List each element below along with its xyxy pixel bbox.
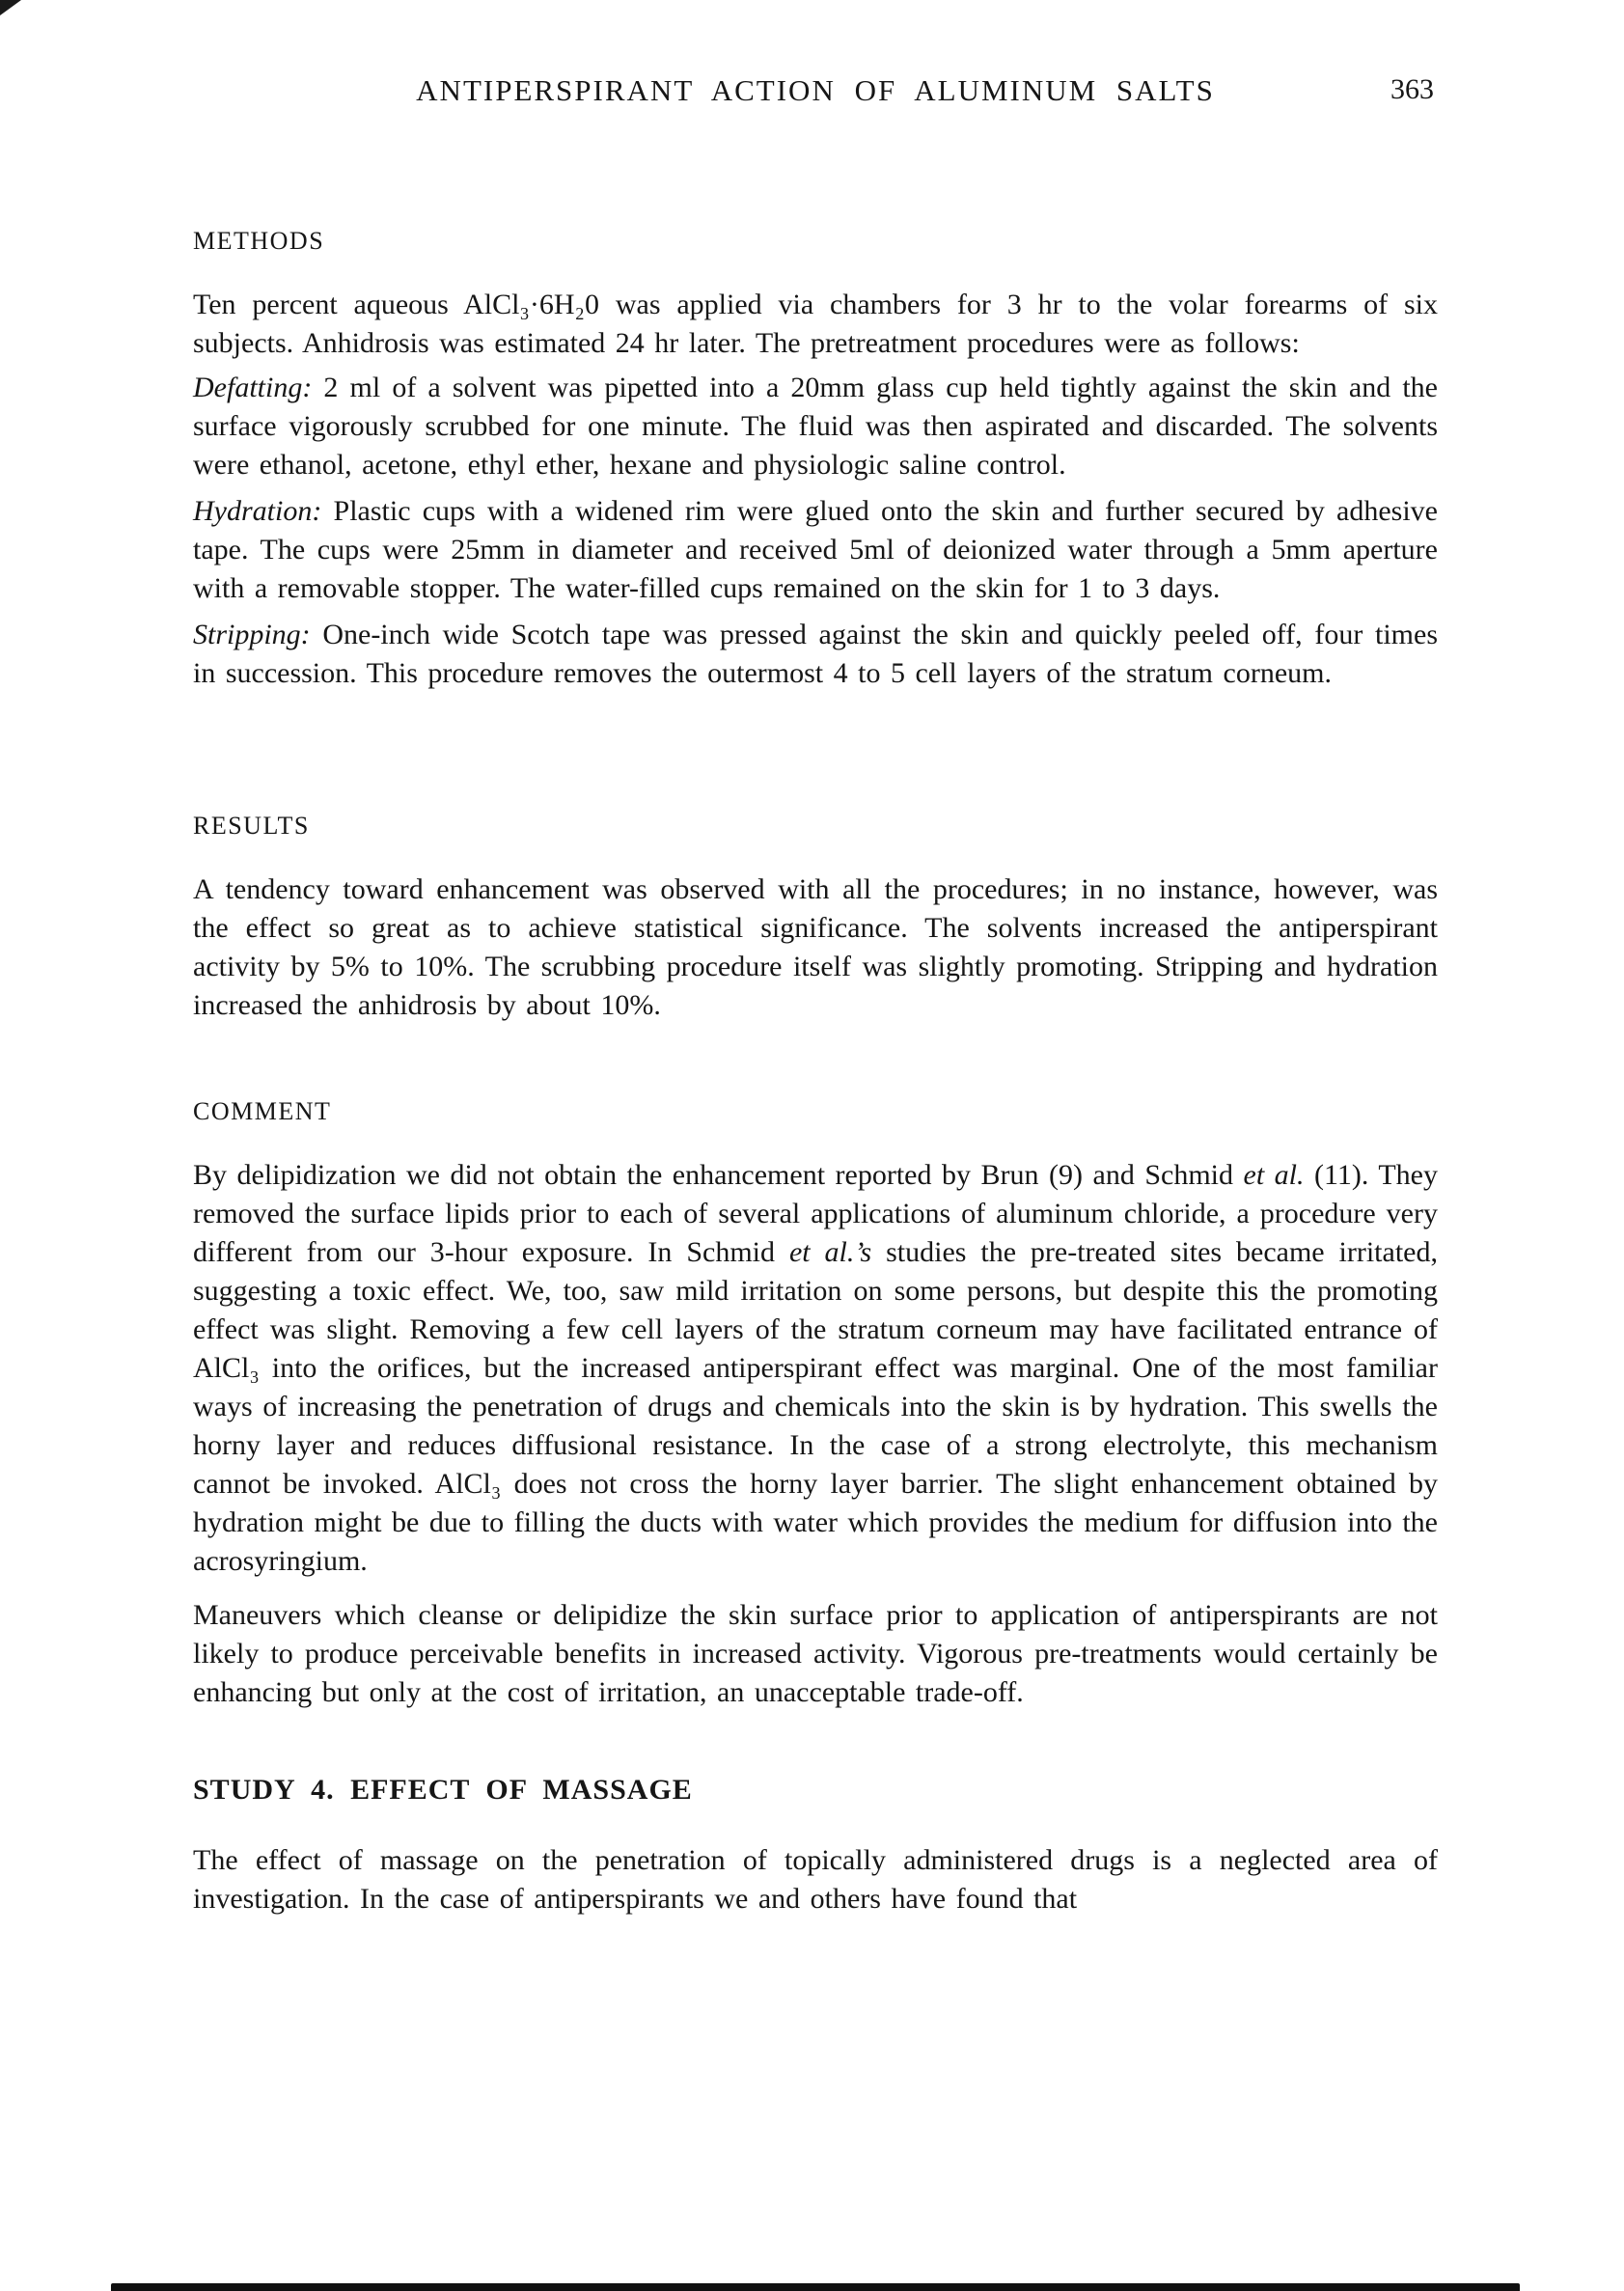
comment-text-4: Maneuvers which cleanse or delipidize the skin surface prior to application of antiperspirants are not likely to produce perceivable benefits in increased activity. Vigorous pre-treatments would certainly be enhancing but only at the cost of irritation, an unacceptable trade-off. bbox=[193, 1599, 1438, 1708]
study4-heading: STUDY 4. EFFECT OF MASSAGE bbox=[193, 1774, 693, 1806]
et-al-italic-1: et al. bbox=[1243, 1159, 1305, 1191]
running-title: ANTIPERSPIRANT ACTION OF ALUMINUM SALTS bbox=[416, 73, 1215, 107]
comment-text-1: By delipidization we did not obtain the enhancement reported by Brun (9) and Schmid bbox=[193, 1159, 1244, 1191]
methods-intro-paragraph bbox=[193, 286, 1438, 363]
hydration-text: Plastic cups with a widened rim were glued onto the skin and further secured by adhesive tape. The cups were 25mm in diameter and received 5ml of deionized water through a 5mm aperture with a removable stopper. The water-filled cups remained on the skin for 1 to 3 days. bbox=[193, 495, 1438, 604]
page-header bbox=[193, 73, 1438, 114]
defatting-paragraph bbox=[193, 369, 1438, 484]
results-heading: RESULTS bbox=[193, 812, 310, 840]
study4-paragraph bbox=[193, 1841, 1438, 1918]
section-study4 bbox=[193, 1768, 1438, 1918]
comment-text-2: (11). They removed the surface lipids prior to each of several applications of aluminum chloride, a procedure very different from our 3-hour exposure. In Schmid bbox=[193, 1159, 1438, 1268]
defatting-text: 2 ml of a solvent was pipetted into a 20mm glass cup held tightly against the skin and the surface vigorously scrubbed for one minute. The fluid was then aspirated and discarded. The solvents were ethanol, acetone, ethyl ether, hexane and physiologic saline control. bbox=[193, 372, 1438, 481]
stripping-paragraph bbox=[193, 616, 1438, 693]
methods-heading: METHODS bbox=[193, 227, 325, 255]
scan-artifact-bar bbox=[111, 2283, 1520, 2291]
page-number: 363 bbox=[1390, 73, 1434, 105]
et-al-italic-2: et al.’s bbox=[788, 1236, 872, 1268]
section-methods bbox=[193, 222, 1438, 693]
scan-artifact-corner bbox=[0, 0, 21, 15]
stripping-text: One-inch wide Scotch tape was pressed against the skin and quickly peeled off, four times in succession. This procedure removes the outermost 4 to 5 cell layers of the stratum corneum. bbox=[193, 619, 1438, 689]
comment-text-3: studies the pre-treated sites became irritated, suggesting a toxic effect. We, too, saw mild irritation on some persons, but despite this the promoting effect was slight. Removing a few cell layers of the stratum corneum may have facilitated entrance of AlCl₃ into the orifices, but the increased antiperspirant effect was marginal. One of the most familiar ways of increasing the penetration of drugs and chemicals into the skin is by hydration. This swells the horny layer and reduces diffusional resistance. In the case of a strong electrolyte, this mechanism cannot be invoked. AlCl₃ does not cross the horny layer barrier. The slight enhancement obtained by hydration might be due to filling the ducts with water which provides the medium for diffusion into the acrosyringium. bbox=[193, 1236, 1438, 1577]
stripping-lead: Stripping: bbox=[193, 619, 311, 650]
section-results bbox=[193, 807, 1438, 1025]
results-paragraph bbox=[193, 870, 1438, 1025]
hydration-paragraph bbox=[193, 492, 1438, 608]
comment-heading: COMMENT bbox=[193, 1097, 332, 1125]
section-comment bbox=[193, 1092, 1438, 1712]
comment-paragraph-1 bbox=[193, 1156, 1438, 1581]
methods-intro-text: Ten percent aqueous AlCl₃·6H₂0 was applied via chambers for 3 hr to the volar forearms of six subjects. Anhidrosis was estimated 24 hr later. The pretreatment procedures were as follows: bbox=[193, 289, 1438, 359]
hydration-lead: Hydration: bbox=[193, 495, 322, 527]
comment-paragraph-2 bbox=[193, 1596, 1438, 1712]
results-text: A tendency toward enhancement was observed with all the procedures; in no instance, however, was the effect so great as to achieve statistical significance. The solvents increased the antiperspirant activity by 5% to 10%. The scrubbing procedure itself was slightly promoting. Stripping and hydration increased the anhidrosis by about 10%. bbox=[193, 873, 1438, 1021]
study4-text: The effect of massage on the penetration of topically administered drugs is a neglected area of investigation. In the case of antiperspirants we and others have found that bbox=[193, 1844, 1438, 1915]
defatting-lead: Defatting: bbox=[193, 372, 313, 403]
